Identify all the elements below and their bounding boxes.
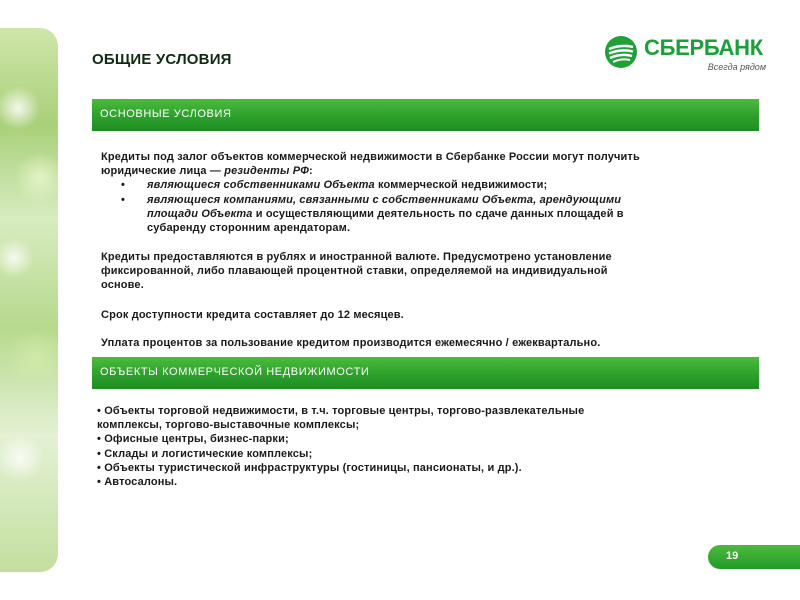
intro-paragraph — [101, 150, 751, 235]
bullet-affiliates-line-1 — [147, 193, 751, 207]
bullet-owners — [101, 178, 751, 192]
page-number-badge — [708, 545, 800, 569]
currency-line-1: Кредиты предоставляются в рублях и иностранной валюте. Предусмотрено установление — [101, 251, 612, 263]
sberbank-logo — [604, 33, 774, 75]
bullet-affiliates-italic-2: площади Объекта — [147, 207, 253, 220]
list-item: • Офисные центры, бизнес-парки; — [97, 433, 289, 446]
page-number: 19 — [726, 550, 739, 562]
bullet-marker: • — [121, 193, 126, 206]
decorative-side-band — [0, 28, 58, 572]
list-item: комплексы, торгово-выставочные комплексы; — [97, 419, 360, 432]
logo-name: СБЕРБАНК — [644, 35, 763, 60]
term-paragraph: Срок доступности кредита составляет до 12 месяцев. — [101, 309, 404, 321]
intro-line-2-suffix: : — [308, 165, 313, 178]
intro-line-1: Кредиты под залог объектов коммерческой недвижимости в Сбербанке России могут получить — [101, 151, 640, 163]
sberbank-logo-icon — [604, 35, 638, 69]
bullet-owners-rest: коммерческой недвижимости; — [374, 179, 548, 192]
logo-tagline: Всегда рядом — [707, 62, 766, 72]
objects-list — [97, 404, 747, 489]
bullet-owners-prefix: являющиеся — [147, 179, 224, 192]
interest-paragraph: Уплата процентов за пользование кредитом производится ежемесячно / ежеквартально. — [101, 337, 601, 349]
list-item: • Объекты туристической инфраструктуры (гостиницы, пансионаты, и др.). — [97, 461, 522, 474]
bullet-affiliates-prefix: являющиеся — [147, 193, 224, 206]
bullet-affiliates-line-3: субаренду сторонним арендаторам. — [147, 222, 351, 235]
currency-line-3: основе. — [101, 279, 144, 292]
section-header-main-terms: ОСНОВНЫЕ УСЛОВИЯ — [92, 99, 759, 131]
bullet-owners-italic: собственниками Объекта — [223, 179, 375, 192]
list-item: • Объекты торговой недвижимости, в т.ч. торговые центры, торгово-развлекательные — [97, 405, 585, 417]
list-item: • Автосалоны. — [97, 476, 178, 489]
bullet-affiliates-italic-1: компаниями, связанными с собственниками Объекта, арендующими — [223, 193, 622, 206]
bullet-affiliates-rest-2: и осуществляющими деятельность по сдаче данных площадей в — [252, 207, 624, 220]
intro-line-2 — [101, 164, 751, 178]
bullet-marker: • — [121, 179, 126, 192]
page-title: ОБЩИЕ УСЛОВИЯ — [92, 51, 232, 68]
intro-line-2-prefix: юридические лица — — [101, 165, 225, 178]
list-item: • Склады и логистические комплексы; — [97, 447, 313, 460]
section-header-commercial-objects: ОБЪЕКТЫ КОММЕРЧЕСКОЙ НЕДВИЖИМОСТИ — [92, 357, 759, 389]
bullet-affiliates-line-2 — [147, 207, 751, 221]
currency-line-2: фиксированной, либо плавающей процентной ставки, определяемой на индивидуальной — [101, 265, 608, 278]
intro-line-2-italic: резиденты РФ — [224, 165, 309, 178]
currency-paragraph — [101, 250, 751, 293]
bullet-affiliates — [101, 193, 751, 236]
